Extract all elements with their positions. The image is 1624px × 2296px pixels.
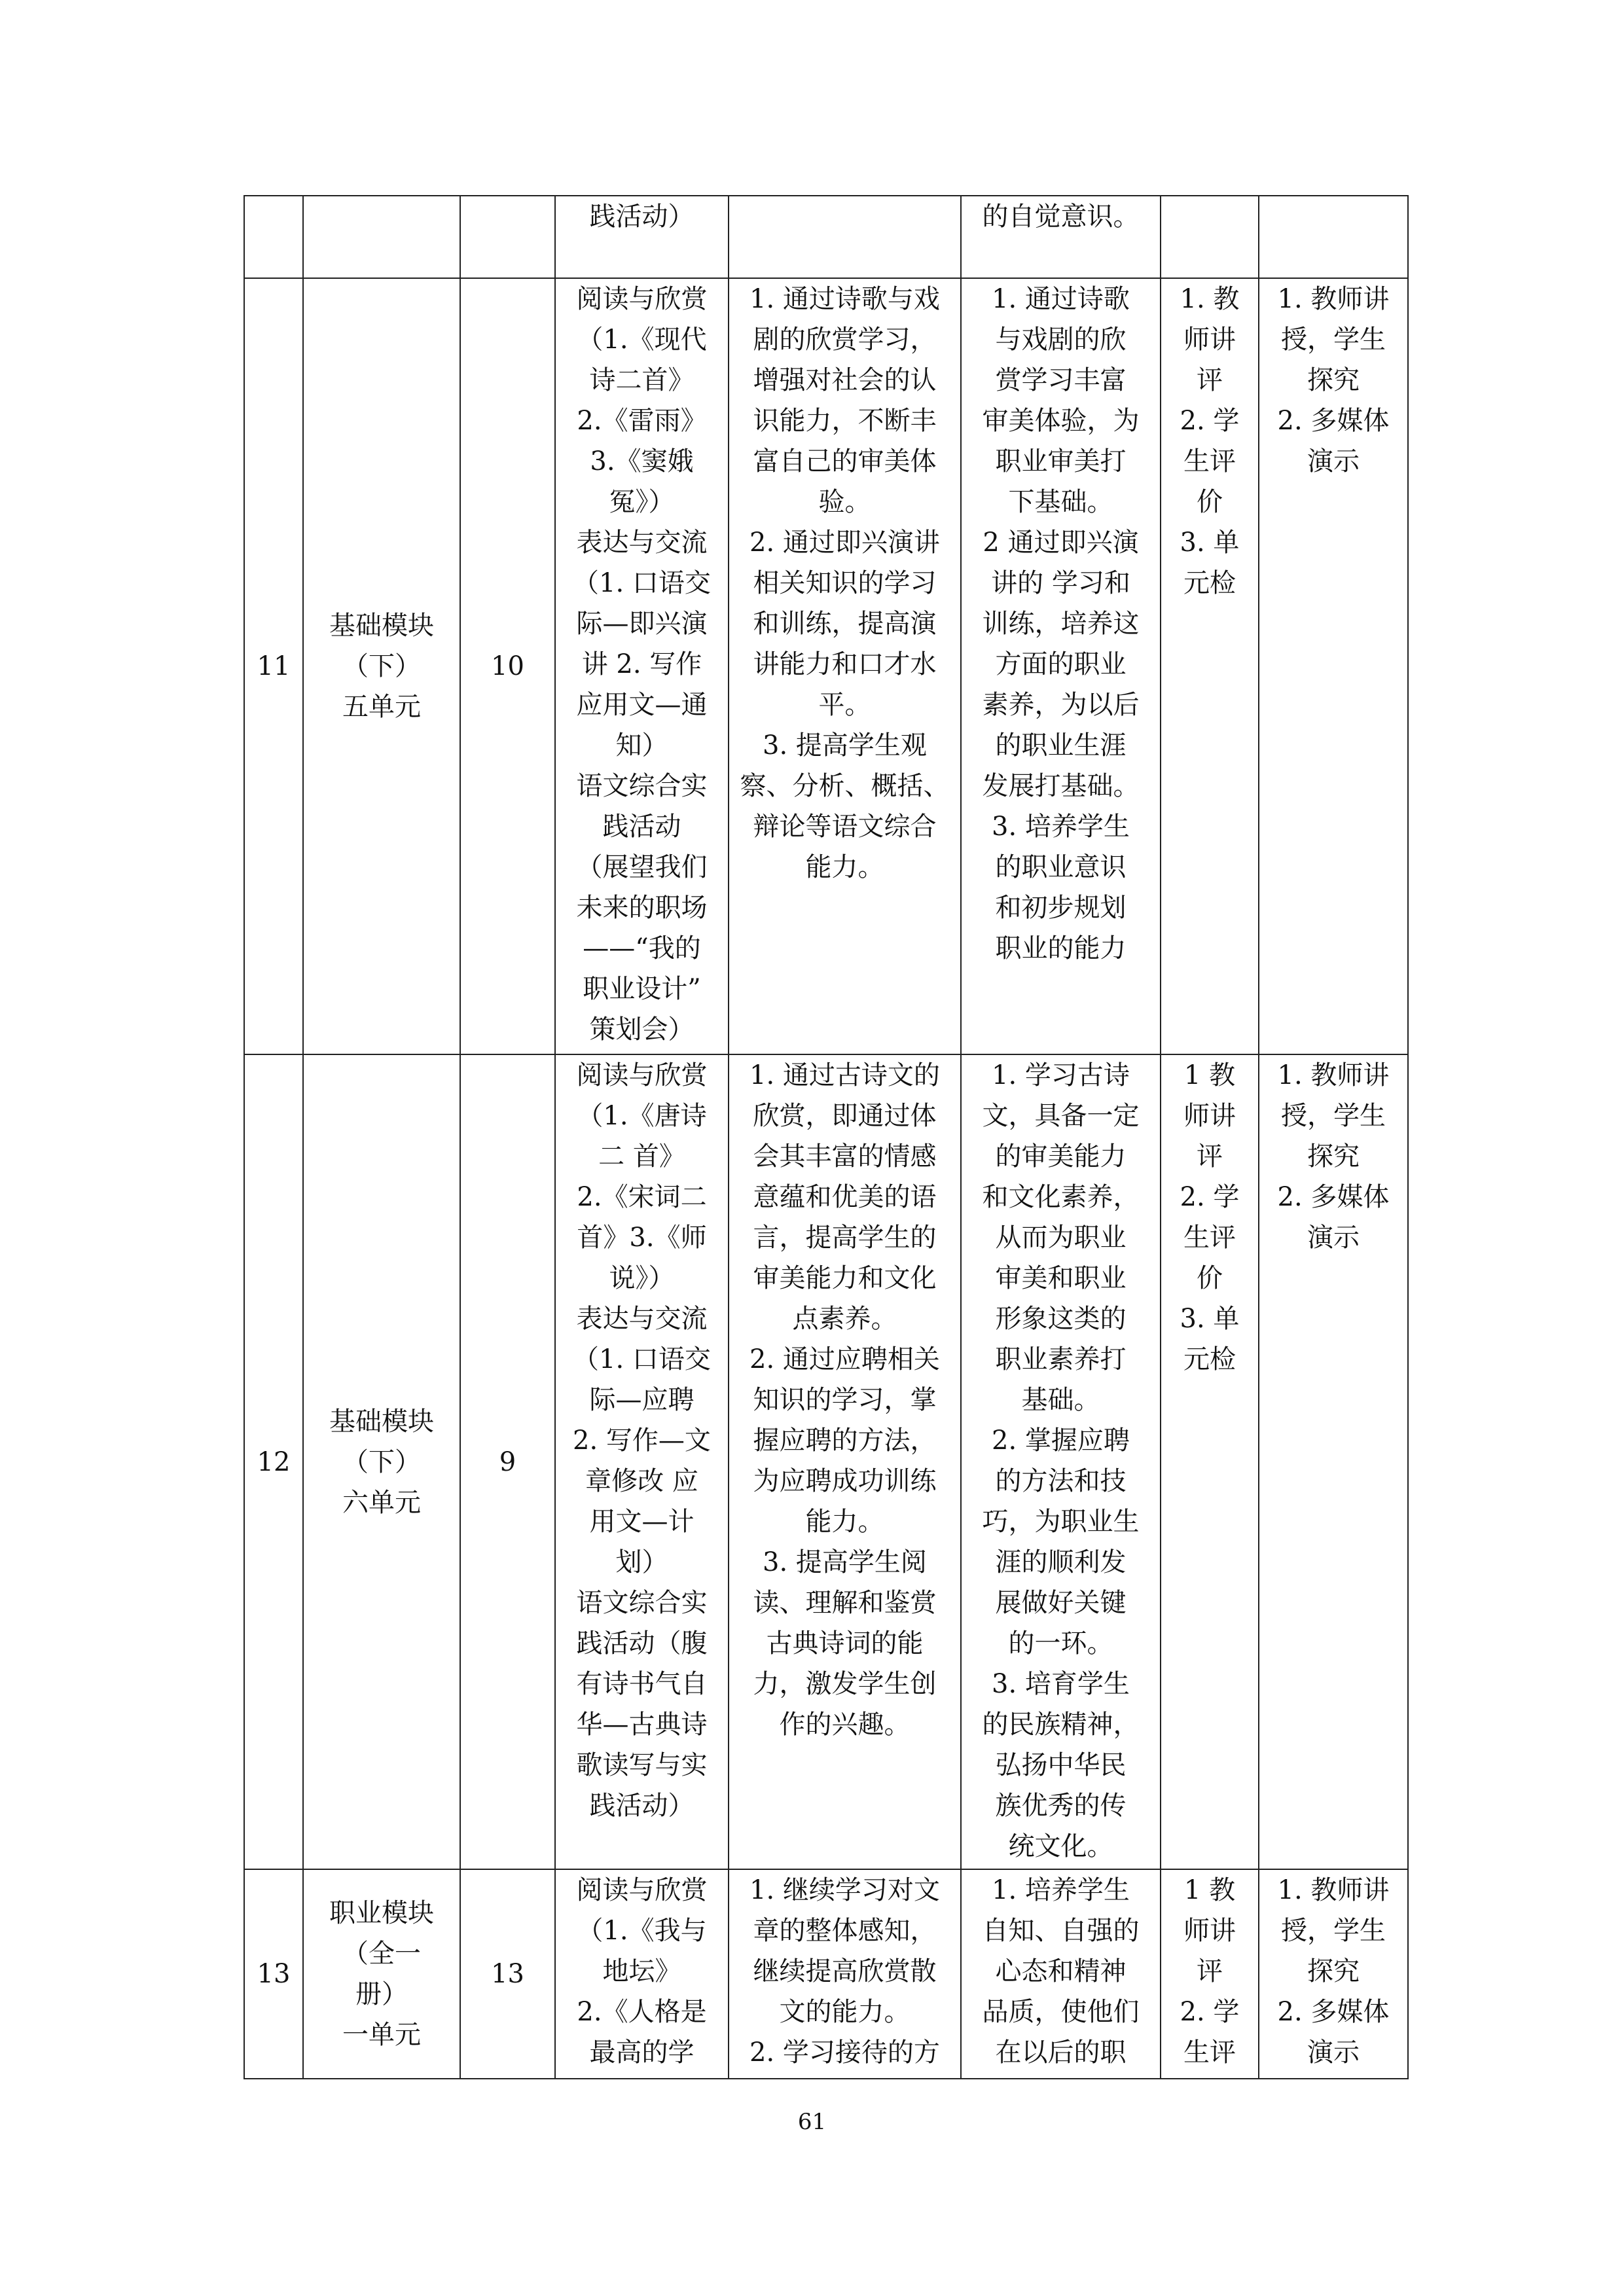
cell-line: 基础模块: [329, 611, 434, 641]
cell-line: 讲的 学习和: [991, 568, 1130, 598]
cell-line: 3. 提高学生阅: [763, 1547, 927, 1577]
cell-line: 在以后的职: [995, 2037, 1127, 2068]
module-cell: [303, 1054, 460, 1869]
quality-goal-cell: [961, 1869, 1161, 2079]
course-plan-table: [244, 195, 1409, 2079]
cell-line: 用文—计: [589, 1507, 695, 1537]
cell-line: 生评: [1183, 1223, 1236, 1253]
cell-line: 3. 单: [1180, 528, 1240, 558]
cell-line: 职业素养打: [995, 1344, 1127, 1374]
cell-line: 力，激发学生创: [753, 1669, 937, 1699]
cell-line: 涯的顺利发: [995, 1547, 1127, 1577]
cell-line: 和训练，提高演: [753, 609, 937, 639]
cell-line: 章修改 应: [585, 1466, 698, 1496]
cell-line: 展做好关键: [995, 1588, 1127, 1618]
knowledge-goal-cell: [729, 196, 961, 278]
cell-line: 践活动（腹: [576, 1628, 708, 1659]
cell-line: 知识的学习，掌: [753, 1385, 937, 1415]
cell-line: 的职业意识: [995, 852, 1127, 882]
hours-cell: [460, 278, 555, 1054]
table-body: [244, 196, 1408, 2079]
cell-text: 13: [491, 1959, 524, 1989]
cell-line: 文，具备一定: [982, 1101, 1140, 1131]
cell-line: 践活动）: [589, 1791, 695, 1821]
cell-line: 继续提高欣赏散: [753, 1956, 937, 1986]
cell-line: （下）: [342, 1446, 421, 1477]
cell-line: 授，学生: [1281, 325, 1386, 355]
cell-line: 首》3.《师: [577, 1223, 707, 1253]
cell-line: 巧，为职业生: [982, 1507, 1140, 1537]
cell-line: 华—古典诗: [576, 1710, 708, 1740]
teaching-method-cell: [1259, 196, 1408, 278]
cell-line: 六单元: [342, 1487, 421, 1518]
cell-line: 1. 通过古诗文的: [749, 1060, 940, 1090]
quality-goal-cell: [961, 196, 1161, 278]
cell-line: 3. 单: [1180, 1304, 1240, 1334]
cell-line: 语文综合实: [576, 1588, 708, 1618]
table-row: [244, 1054, 1408, 1869]
quality-goal-cell: [961, 1054, 1161, 1869]
cell-line: （1.《唐诗: [577, 1101, 707, 1131]
cell-line: 元检: [1183, 568, 1236, 598]
cell-line: 评: [1197, 1141, 1223, 1172]
cell-line: 五单元: [342, 692, 421, 722]
cell-line: ——“我的: [583, 933, 701, 963]
cell-line: 能力。: [805, 852, 884, 882]
cell-line: 册）: [355, 1979, 408, 2009]
cell-line: 际—应聘: [589, 1385, 695, 1415]
cell-line: 审美体验，为: [982, 406, 1140, 436]
cell-line: 表达与交流: [576, 528, 708, 558]
cell-line: 知）: [615, 730, 668, 761]
cell-line: 3. 培养学生: [992, 812, 1130, 842]
cell-line: 授，学生: [1281, 1916, 1386, 1946]
cell-line: 自知、自强的: [982, 1916, 1140, 1946]
cell-line: 基础模块: [329, 1406, 434, 1437]
cell-line: 二 首》: [598, 1141, 685, 1172]
cell-line: 讲能力和口才水: [753, 649, 937, 679]
cell-line: 平。: [818, 690, 871, 720]
cell-line: （全一: [342, 1939, 421, 1969]
cell-line: 1. 教师讲: [1277, 284, 1390, 314]
cell-line: 有诗书气自: [576, 1669, 708, 1699]
cell-line: 划）: [615, 1547, 668, 1577]
module-cell: [303, 196, 460, 278]
unit-number-cell: [244, 1054, 303, 1869]
cell-line: （1. 口语交: [573, 1344, 711, 1374]
hours-cell: [460, 1869, 555, 2079]
cell-line: 2.《宋词二: [577, 1182, 707, 1212]
cell-line: 2. 多媒体: [1277, 406, 1390, 436]
cell-line: （展望我们: [576, 852, 708, 882]
evaluation-cell: [1161, 1054, 1259, 1869]
cell-line: 1. 通过诗歌: [992, 284, 1130, 314]
cell-line: 的审美能力: [995, 1141, 1127, 1172]
cell-line: 师讲: [1183, 1916, 1236, 1946]
cell-line: 1 教: [1183, 1875, 1236, 1905]
teaching-method-cell: [1259, 1054, 1408, 1869]
teaching-method-cell: [1259, 278, 1408, 1054]
cell-line: 元检: [1183, 1344, 1236, 1374]
cell-line: 价: [1197, 487, 1223, 517]
cell-line: 讲 2. 写作: [581, 649, 702, 679]
cell-line: 地坛》: [602, 1956, 681, 1986]
content-cell: [555, 1054, 729, 1869]
cell-line: 察、分析、概括、: [740, 771, 950, 801]
cell-line: 2. 多媒体: [1277, 1997, 1390, 2027]
cell-line: 2. 写作—文: [573, 1426, 711, 1456]
cell-line: 价: [1197, 1263, 1223, 1293]
cell-line: 章的整体感知，: [753, 1916, 937, 1946]
evaluation-cell: [1161, 278, 1259, 1054]
cell-line: 的民族精神，: [982, 1710, 1140, 1740]
quality-goal-cell: [961, 278, 1161, 1054]
knowledge-goal-cell: [729, 1054, 961, 1869]
knowledge-goal-cell: [729, 1869, 961, 2079]
cell-line: 冤》）: [609, 487, 675, 517]
cell-line: 未来的职场: [576, 893, 708, 923]
cell-line: 统文化。: [1008, 1831, 1113, 1861]
cell-line: 1. 教师讲: [1277, 1060, 1390, 1090]
cell-line: 策划会）: [589, 1014, 695, 1045]
cell-line: 2.《人格是: [577, 1997, 707, 2027]
cell-line: 方面的职业: [995, 649, 1127, 679]
cell-line: 2. 学: [1180, 1182, 1240, 1212]
cell-line: 2. 通过应聘相关: [749, 1344, 940, 1374]
cell-line: 2. 通过即兴演讲: [749, 528, 940, 558]
cell-text: 11: [257, 651, 291, 681]
cell-line: 剧的欣赏学习，: [753, 325, 937, 355]
table-row: [244, 1869, 1408, 2079]
cell-line: 会其丰富的情感: [753, 1141, 937, 1172]
cell-line: 古典诗词的能: [766, 1628, 924, 1659]
cell-text: 12: [257, 1446, 291, 1477]
cell-line: 素养，为以后: [982, 690, 1140, 720]
cell-line: 作的兴趣。: [779, 1710, 911, 1740]
cell-line: 文的能力。: [779, 1997, 911, 2027]
cell-line: 1 教: [1183, 1060, 1236, 1090]
cell-line: 族优秀的传: [995, 1791, 1127, 1821]
cell-line: 阅读与欣赏: [576, 284, 708, 314]
cell-line: 意蕴和优美的语: [753, 1182, 937, 1212]
cell-line: 2. 学: [1180, 406, 1240, 436]
cell-line: 一单元: [342, 2020, 421, 2050]
cell-line: 应用文—通: [576, 690, 708, 720]
cell-line: 验。: [818, 487, 871, 517]
cell-line: 师讲: [1183, 325, 1236, 355]
cell-line: 职业审美打: [995, 446, 1127, 476]
hours-cell: [460, 196, 555, 278]
page-number: 61: [797, 2109, 827, 2135]
cell-line: 2. 学: [1180, 1997, 1240, 2027]
cell-line: 从而为职业: [995, 1223, 1127, 1253]
cell-line: 的一环。: [1008, 1628, 1113, 1659]
cell-line: 和文化素养，: [982, 1182, 1140, 1212]
cell-line: 职业设计”: [583, 974, 701, 1004]
cell-line: 生评: [1183, 446, 1236, 476]
cell-line: 富自己的审美体: [753, 446, 937, 476]
cell-line: 的职业生涯: [995, 730, 1127, 761]
cell-line: 3. 提高学生观: [763, 730, 927, 761]
cell-line: 握应聘的方法，: [753, 1426, 937, 1456]
cell-line: 职业的能力: [995, 933, 1127, 963]
cell-line: 师讲: [1183, 1101, 1236, 1131]
cell-line: 2. 学习接待的方: [749, 2037, 940, 2068]
unit-number-cell: [244, 196, 303, 278]
cell-text: 13: [257, 1959, 291, 1989]
cell-line: 能力。: [805, 1507, 884, 1537]
cell-line: 演示: [1307, 1223, 1360, 1253]
cell-line: 1. 通过诗歌与戏: [749, 284, 940, 314]
cell-line: 训练，培养这: [982, 609, 1140, 639]
cell-line: 职业模块: [329, 1898, 434, 1928]
cell-line: 3.《窦娥: [590, 446, 694, 476]
cell-line: 歌读写与实: [576, 1750, 708, 1780]
cell-line: 1. 继续学习对文: [749, 1875, 940, 1905]
cell-line: 3. 培育学生: [992, 1669, 1130, 1699]
cell-line: 基础。: [1021, 1385, 1100, 1415]
cell-line: 表达与交流: [576, 1304, 708, 1334]
content-cell: [555, 1869, 729, 2079]
cell-line: 演示: [1307, 446, 1360, 476]
cell-line: 2 通过即兴演: [983, 528, 1139, 558]
cell-line: 演示: [1307, 2037, 1360, 2068]
cell-text: 9: [499, 1446, 516, 1477]
cell-line: 1. 教: [1180, 284, 1240, 314]
cell-line: 读、理解和鉴赏: [753, 1588, 937, 1618]
cell-line: （1.《现代: [577, 325, 707, 355]
cell-line: 下基础。: [1008, 487, 1113, 517]
cell-line: 2.《雷雨》: [577, 406, 707, 436]
cell-line: 探究: [1307, 365, 1360, 395]
cell-line: 发展打基础。: [982, 771, 1140, 801]
evaluation-cell: [1161, 196, 1259, 278]
cell-line: 审美能力和文化: [753, 1263, 937, 1293]
unit-number-cell: [244, 278, 303, 1054]
cell-line: 与戏剧的欣: [995, 325, 1127, 355]
cell-text: 10: [491, 651, 524, 681]
cell-line: （1. 口语交: [573, 568, 711, 598]
cell-line: 识能力，不断丰: [753, 406, 937, 436]
cell-line: 品质，使他们: [982, 1997, 1140, 2027]
cell-line: 生评: [1183, 2037, 1236, 2068]
cell-line: 探究: [1307, 1956, 1360, 1986]
cell-line: 阅读与欣赏: [576, 1060, 708, 1090]
cell-line: 2. 掌握应聘: [992, 1426, 1130, 1456]
module-cell: [303, 1869, 460, 2079]
content-cell: [555, 278, 729, 1054]
cell-line: 说》）: [609, 1263, 675, 1293]
cell-line: 1. 学习古诗: [992, 1060, 1130, 1090]
cell-line: 赏学习丰富: [995, 365, 1127, 395]
cell-line: 为应聘成功训练: [753, 1466, 937, 1496]
table-row: [244, 278, 1408, 1054]
cell-line: 阅读与欣赏: [576, 1875, 708, 1905]
cell-line: （1.《我与: [577, 1916, 707, 1946]
cell-line: 和初步规划: [995, 893, 1127, 923]
cell-line: 辩论等语文综合: [753, 812, 937, 842]
knowledge-goal-cell: [729, 278, 961, 1054]
cell-line: 形象这类的: [995, 1304, 1127, 1334]
cell-line: 言，提高学生的: [753, 1223, 937, 1253]
unit-number-cell: [244, 1869, 303, 2079]
cell-line: 相关知识的学习: [753, 568, 937, 598]
hours-cell: [460, 1054, 555, 1869]
cell-line: 的自觉意识。: [982, 202, 1140, 232]
cell-line: 心态和精神: [995, 1956, 1127, 1986]
cell-line: 践活动: [602, 812, 681, 842]
cell-line: （下）: [342, 651, 421, 681]
cell-line: 的方法和技: [995, 1466, 1127, 1496]
evaluation-cell: [1161, 1869, 1259, 2079]
cell-line: 增强对社会的认: [753, 365, 937, 395]
cell-line: 弘扬中华民: [995, 1750, 1127, 1780]
cell-line: 审美和职业: [995, 1263, 1127, 1293]
teaching-method-cell: [1259, 1869, 1408, 2079]
cell-line: 语文综合实: [576, 771, 708, 801]
cell-line: 评: [1197, 1956, 1223, 1986]
content-cell: [555, 196, 729, 278]
cell-line: 授，学生: [1281, 1101, 1386, 1131]
cell-line: 评: [1197, 365, 1223, 395]
cell-line: 最高的学: [589, 2037, 695, 2068]
cell-line: 践活动）: [589, 202, 695, 232]
module-cell: [303, 278, 460, 1054]
cell-line: 1. 培养学生: [992, 1875, 1130, 1905]
table-row: [244, 196, 1408, 278]
cell-line: 点素养。: [792, 1304, 897, 1334]
cell-line: 欣赏，即通过体: [753, 1101, 937, 1131]
cell-line: 际—即兴演: [576, 609, 708, 639]
cell-line: 1. 教师讲: [1277, 1875, 1390, 1905]
cell-line: 诗二首》: [589, 365, 695, 395]
cell-line: 2. 多媒体: [1277, 1182, 1390, 1212]
cell-line: 探究: [1307, 1141, 1360, 1172]
